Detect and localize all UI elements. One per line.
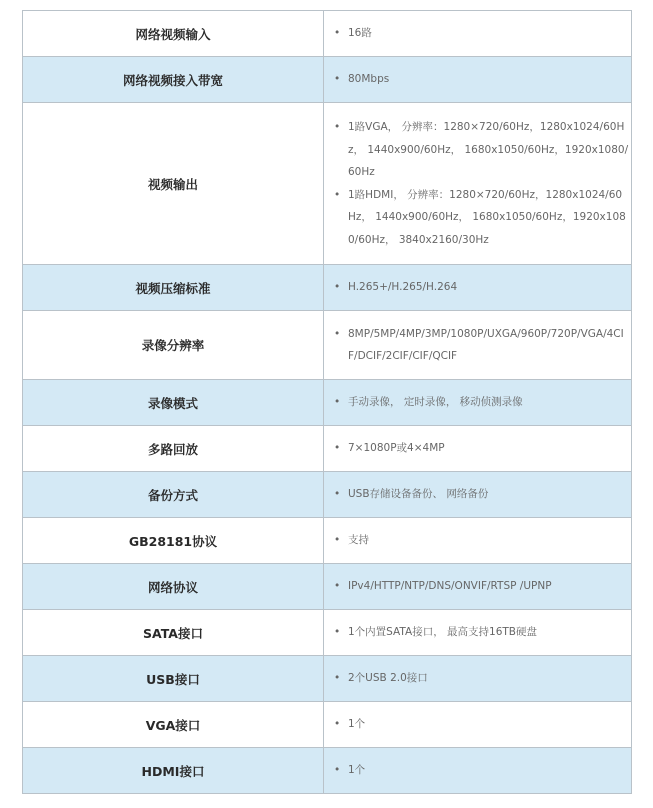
spec-value <box>324 265 632 311</box>
table-row <box>23 265 632 311</box>
spec-value <box>324 380 632 426</box>
spec-value-item: • 1路HDMI， 分辨率：1280×720/60Hz，1280x1024/60Hz， 1440x900/60Hz， 1680x1050/60Hz，1920x1080/60Hz， 3840x2160/30Hz <box>348 184 629 252</box>
spec-label: USB接口 <box>23 656 324 702</box>
spec-label: 网络协议 <box>23 564 324 610</box>
table-row <box>23 426 632 472</box>
table-row <box>23 610 632 656</box>
spec-value-item: • 1个 <box>348 713 629 736</box>
spec-value-item: • USB存储设备备份、 网络备份 <box>348 483 629 506</box>
table-row <box>23 472 632 518</box>
spec-label: 录像分辨率 <box>23 311 324 380</box>
spec-value <box>324 311 632 380</box>
table-row <box>23 564 632 610</box>
spec-value <box>324 702 632 748</box>
table-row <box>23 311 632 380</box>
spec-table <box>22 10 632 794</box>
spec-label: 视频压缩标准 <box>23 265 324 311</box>
spec-value-item: • 手动录像， 定时录像， 移动侦测录像 <box>348 391 629 414</box>
spec-label: 录像模式 <box>23 380 324 426</box>
spec-value <box>324 426 632 472</box>
spec-value-item: • H.265+/H.265/H.264 <box>348 276 629 299</box>
table-row <box>23 380 632 426</box>
spec-value-item: • 支持 <box>348 529 629 552</box>
spec-value <box>324 748 632 794</box>
spec-value <box>324 518 632 564</box>
spec-label: 网络视频接入带宽 <box>23 57 324 103</box>
table-row <box>23 11 632 57</box>
spec-value <box>324 11 632 57</box>
table-row <box>23 518 632 564</box>
spec-label: 多路回放 <box>23 426 324 472</box>
spec-value <box>324 656 632 702</box>
spec-value <box>324 103 632 265</box>
spec-value-item: • 80Mbps <box>348 68 629 91</box>
spec-label: 网络视频输入 <box>23 11 324 57</box>
spec-label: GB28181协议 <box>23 518 324 564</box>
spec-value-item: • 16路 <box>348 22 629 45</box>
spec-value-item: • 7×1080P或4×4MP <box>348 437 629 460</box>
spec-value-item: • 8MP/5MP/4MP/3MP/1080P/UXGA/960P/720P/VGA/4CIF/DCIF/2CIF/CIF/QCIF <box>348 323 629 368</box>
spec-label: 备份方式 <box>23 472 324 518</box>
spec-label: SATA接口 <box>23 610 324 656</box>
spec-value <box>324 472 632 518</box>
table-row <box>23 702 632 748</box>
spec-value <box>324 610 632 656</box>
spec-value <box>324 57 632 103</box>
table-row <box>23 656 632 702</box>
spec-label: VGA接口 <box>23 702 324 748</box>
spec-label: 视频输出 <box>23 103 324 265</box>
spec-value-item: • 1个 <box>348 759 629 782</box>
table-row <box>23 103 632 265</box>
spec-value-item: • IPv4/HTTP/NTP/DNS/ONVIF/RTSP /UPNP <box>348 575 629 598</box>
table-row <box>23 748 632 794</box>
spec-value-item: • 1个内置SATA接口， 最高支持16TB硬盘 <box>348 621 629 644</box>
spec-value-item: • 1路VGA， 分辨率：1280×720/60Hz，1280x1024/60Hz， 1440x900/60Hz， 1680x1050/60Hz，1920x1080/60Hz <box>348 116 629 184</box>
spec-value <box>324 564 632 610</box>
table-row <box>23 57 632 103</box>
spec-label: HDMI接口 <box>23 748 324 794</box>
spec-value-item: • 2个USB 2.0接口 <box>348 667 629 690</box>
